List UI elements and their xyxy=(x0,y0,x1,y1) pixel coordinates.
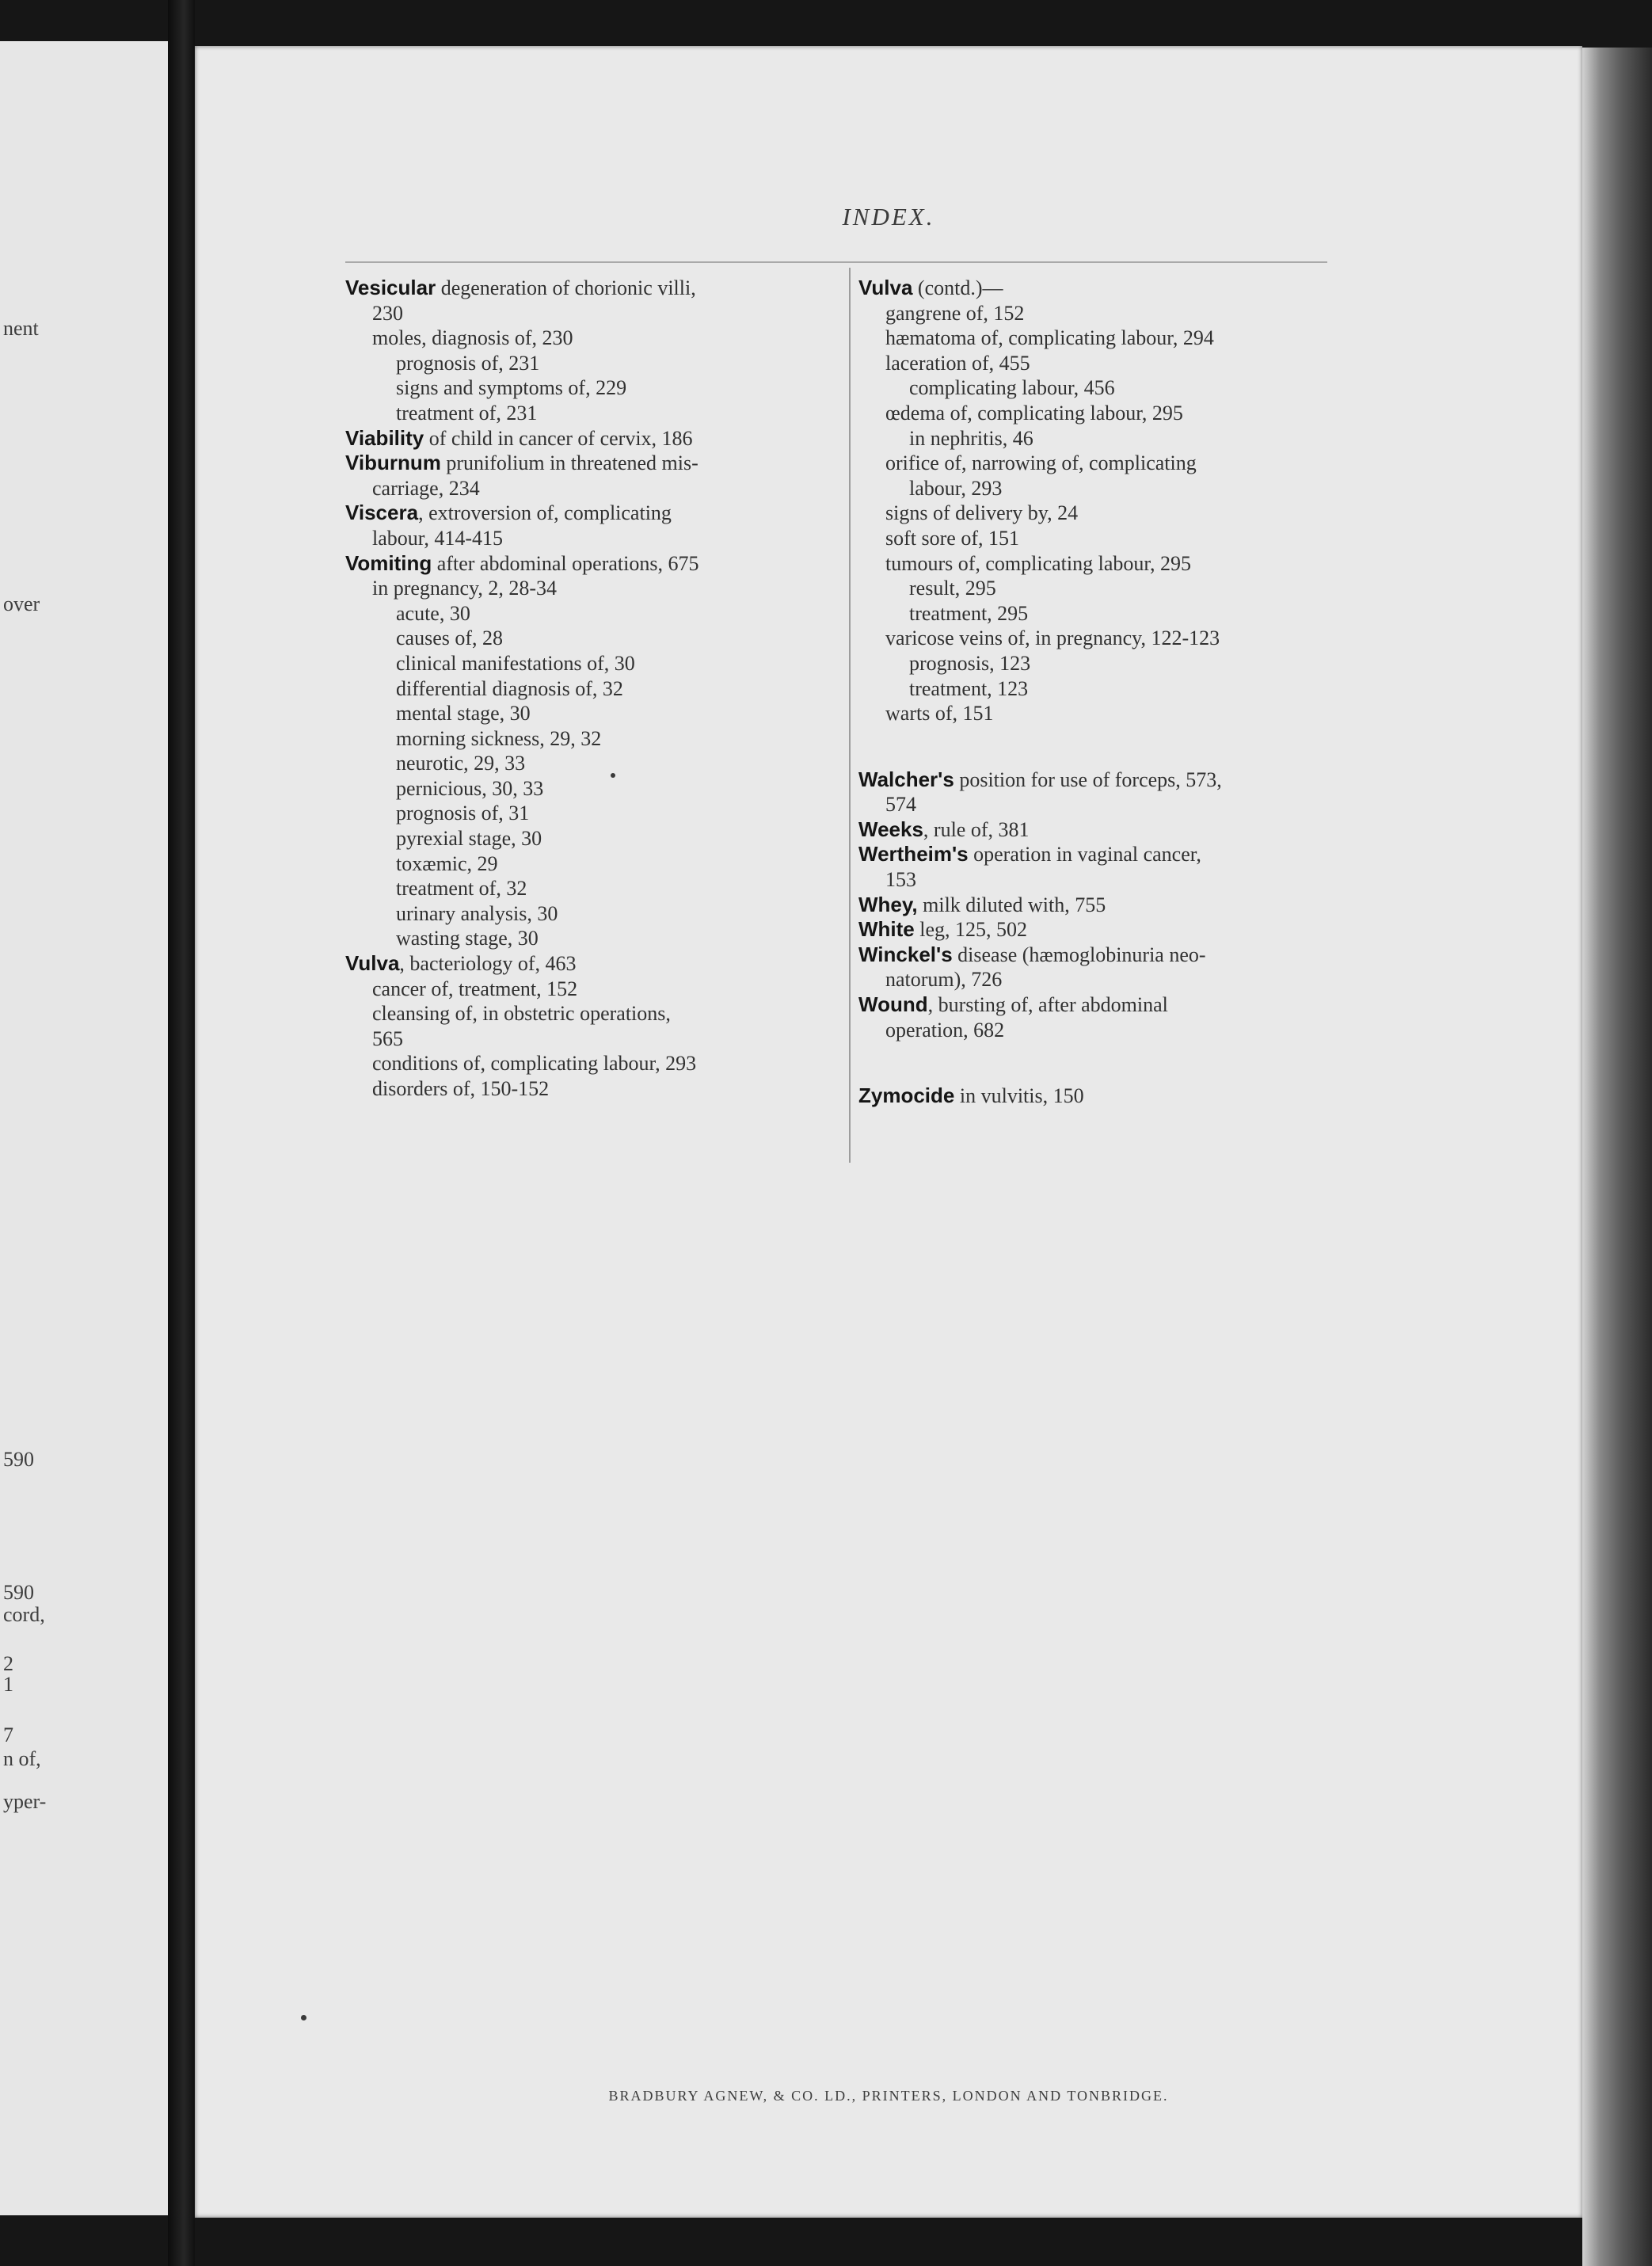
index-subentry xyxy=(345,751,844,776)
previous-page-text: n of, xyxy=(3,1747,41,1770)
index-subentry xyxy=(345,651,844,676)
entry-text: toxæmic, 29 xyxy=(396,851,498,875)
entry-text: (contd.)— xyxy=(912,276,1003,299)
index-entry xyxy=(858,992,1342,1018)
entry-headword: Vulva xyxy=(345,951,400,976)
page-edge xyxy=(1582,48,1652,2266)
entry-headword: Wound xyxy=(858,992,928,1017)
index-subentry xyxy=(345,576,844,601)
previous-page-text: over xyxy=(3,592,40,615)
index-page xyxy=(195,46,1582,2218)
entry-text: neurotic, 29, 33 xyxy=(396,752,526,775)
index-subentry xyxy=(345,476,844,501)
entry-text: gangrene of, 152 xyxy=(885,301,1025,325)
index-subentry xyxy=(345,626,844,651)
index-subentry xyxy=(858,526,1342,551)
index-subentry xyxy=(858,301,1342,326)
index-subentry xyxy=(858,426,1342,451)
entry-text: natorum), 726 xyxy=(885,968,1003,992)
index-subentry xyxy=(345,375,844,401)
entry-text: cleansing of, in obstetric operations, xyxy=(372,1002,671,1026)
entry-spacer xyxy=(858,1042,1342,1083)
index-subentry xyxy=(858,326,1342,351)
entry-text: , extroversion of, complicating xyxy=(418,501,672,525)
index-column-right xyxy=(858,276,1342,1109)
index-subentry xyxy=(345,826,844,851)
entry-text: acute, 30 xyxy=(396,601,470,625)
entry-text: signs of delivery by, 24 xyxy=(885,501,1079,525)
index-entry xyxy=(858,1083,1342,1109)
index-subentry xyxy=(345,926,844,951)
index-subentry xyxy=(345,351,844,376)
index-subentry xyxy=(345,301,844,326)
entry-text: 153 xyxy=(885,868,916,892)
entry-headword: Winckel's xyxy=(858,942,953,966)
entry-text: disorders of, 150-152 xyxy=(372,1077,550,1100)
entry-text: warts of, 151 xyxy=(885,702,994,726)
entry-text: 565 xyxy=(372,1026,403,1050)
previous-page-text: 7 xyxy=(3,1723,13,1746)
entry-text: varicose veins of, in pregnancy, 122-123 xyxy=(885,626,1220,650)
index-subentry xyxy=(858,626,1342,651)
entry-text: pernicious, 30, 33 xyxy=(396,776,544,800)
entry-text: treatment of, 32 xyxy=(396,877,527,901)
entry-text: cancer of, treatment, 152 xyxy=(372,977,578,1000)
entry-text: , bacteriology of, 463 xyxy=(399,952,577,976)
entry-text: moles, diagnosis of, 230 xyxy=(372,326,573,350)
entry-text: tumours of, complicating labour, 295 xyxy=(885,551,1192,575)
index-entry xyxy=(858,943,1342,968)
entry-text: after abdominal operations, 675 xyxy=(432,551,699,575)
entry-headword: White xyxy=(858,917,915,942)
entry-text: in nephritis, 46 xyxy=(909,426,1033,450)
index-subentry xyxy=(858,1018,1342,1043)
entry-text: leg, 125, 502 xyxy=(914,918,1028,942)
entry-headword: Viburnum xyxy=(345,451,441,475)
index-entry xyxy=(858,767,1342,793)
entry-text: wasting stage, 30 xyxy=(396,927,539,950)
entry-text: carriage, 234 xyxy=(372,476,480,500)
index-subentry xyxy=(858,967,1342,992)
entry-text: differential diagnosis of, 32 xyxy=(396,676,623,700)
index-subentry xyxy=(345,601,844,626)
entry-text: soft sore of, 151 xyxy=(885,526,1019,550)
entry-text: prunifolium in threatened mis- xyxy=(440,451,698,475)
index-entry xyxy=(345,551,844,577)
entry-text: milk diluted with, 755 xyxy=(917,893,1106,916)
entry-text: , bursting of, after abdominal xyxy=(927,993,1168,1017)
index-subentry xyxy=(345,401,844,426)
entry-text: , rule of, 381 xyxy=(923,817,1030,841)
entry-text: mental stage, 30 xyxy=(396,702,531,726)
index-subentry xyxy=(345,851,844,877)
entry-headword: Vulva xyxy=(858,276,913,299)
index-subentry xyxy=(858,792,1342,817)
index-subentry xyxy=(858,676,1342,702)
index-subentry xyxy=(345,676,844,702)
running-head: INDEX. xyxy=(842,203,935,230)
entry-text: treatment, 123 xyxy=(909,676,1029,700)
previous-page-text: 590 xyxy=(3,1581,34,1604)
index-subentry xyxy=(858,601,1342,626)
entry-headword: Vomiting xyxy=(345,550,432,575)
index-subentry xyxy=(858,701,1342,726)
entry-text: position for use of forceps, 573, xyxy=(954,767,1222,791)
entry-spacer xyxy=(858,726,1342,767)
entry-headword: Walcher's xyxy=(858,767,954,791)
ink-speck xyxy=(301,2015,306,2020)
previous-page-text: 590 xyxy=(3,1448,34,1471)
entry-text: prognosis of, 31 xyxy=(396,802,530,825)
index-entry xyxy=(345,276,844,301)
index-subentry xyxy=(858,551,1342,577)
entry-headword: Wertheim's xyxy=(858,842,969,866)
index-subentry xyxy=(858,401,1342,426)
index-subentry xyxy=(345,876,844,901)
entry-text: disease (hæmoglobinuria neo- xyxy=(952,943,1206,966)
index-entry xyxy=(858,842,1342,867)
previous-page-text: cord, xyxy=(3,1603,45,1626)
previous-page-text: yper- xyxy=(3,1790,47,1813)
index-subentry xyxy=(345,326,844,351)
entry-headword: Viability xyxy=(345,425,424,450)
entry-text: treatment of, 231 xyxy=(396,401,538,425)
column-divider xyxy=(849,268,851,1163)
entry-text: prognosis of, 231 xyxy=(396,351,540,375)
previous-page-fragment xyxy=(0,41,168,2215)
entry-text: 574 xyxy=(885,793,916,817)
entry-text: in pregnancy, 2, 28-34 xyxy=(372,577,557,600)
entry-text: complicating labour, 456 xyxy=(909,376,1115,400)
entry-text: signs and symptoms of, 229 xyxy=(396,376,627,400)
entry-text: treatment, 295 xyxy=(909,601,1029,625)
index-entry xyxy=(858,817,1342,843)
entry-text: of child in cancer of cervix, 186 xyxy=(424,426,693,450)
entry-text: degeneration of chorionic villi, xyxy=(436,276,696,299)
index-subentry xyxy=(858,451,1342,476)
entry-headword: Weeks xyxy=(858,817,923,841)
entry-headword: Viscera xyxy=(345,501,419,525)
index-subentry xyxy=(345,1051,844,1076)
index-subentry xyxy=(858,501,1342,526)
entry-text: hæmatoma of, complicating labour, 294 xyxy=(885,326,1214,350)
index-subentry xyxy=(858,576,1342,601)
entry-headword: Vesicular xyxy=(345,276,436,299)
entry-headword: Zymocide xyxy=(858,1083,955,1108)
index-entry xyxy=(345,951,844,977)
entry-text: clinical manifestations of, 30 xyxy=(396,651,635,675)
entry-text: orifice of, narrowing of, complicating xyxy=(885,451,1197,475)
entry-text: urinary analysis, 30 xyxy=(396,901,558,925)
previous-page-text: nent xyxy=(3,317,39,340)
entry-text: conditions of, complicating labour, 293 xyxy=(372,1052,697,1076)
entry-text: pyrexial stage, 30 xyxy=(396,827,542,851)
entry-text: result, 295 xyxy=(909,577,996,600)
entry-text: causes of, 28 xyxy=(396,626,504,650)
entry-text: labour, 293 xyxy=(909,476,1003,500)
index-subentry xyxy=(345,701,844,726)
index-column-left xyxy=(345,276,844,1102)
index-subentry xyxy=(345,726,844,752)
index-subentry xyxy=(345,1001,844,1026)
index-entry xyxy=(345,426,844,451)
entry-text: operation, 682 xyxy=(885,1018,1005,1042)
index-subentry xyxy=(345,1076,844,1102)
entry-text: prognosis, 123 xyxy=(909,651,1031,675)
index-entry xyxy=(345,451,844,476)
printer-imprint: BRADBURY AGNEW, & CO. LD., PRINTERS, LONDON AND TONBRIDGE. xyxy=(608,2088,1169,2104)
previous-page-text: 1 xyxy=(3,1673,13,1696)
previous-page-text: 2 xyxy=(3,1652,13,1675)
book-gutter xyxy=(168,0,195,2266)
index-entry xyxy=(858,276,1342,301)
index-subentry xyxy=(858,867,1342,893)
index-entry xyxy=(858,893,1342,918)
index-subentry xyxy=(345,776,844,802)
header-rule xyxy=(345,261,1327,263)
index-subentry xyxy=(858,476,1342,501)
index-subentry xyxy=(858,375,1342,401)
index-subentry xyxy=(345,526,844,551)
index-subentry xyxy=(858,351,1342,376)
index-subentry xyxy=(345,901,844,927)
entry-text: œdema of, complicating labour, 295 xyxy=(885,401,1183,425)
entry-headword: Whey, xyxy=(858,892,918,916)
index-subentry xyxy=(345,801,844,826)
index-entry xyxy=(858,917,1342,943)
index-subentry xyxy=(858,651,1342,676)
index-subentry xyxy=(345,977,844,1002)
ink-speck xyxy=(611,773,615,778)
index-entry xyxy=(345,501,844,526)
entry-text: labour, 414-415 xyxy=(372,526,504,550)
entry-text: in vulvitis, 150 xyxy=(954,1084,1084,1108)
entry-text: 230 xyxy=(372,301,403,325)
entry-text: laceration of, 455 xyxy=(885,351,1030,375)
entry-text: morning sickness, 29, 32 xyxy=(396,726,602,750)
index-subentry xyxy=(345,1026,844,1052)
entry-text: operation in vaginal cancer, xyxy=(968,843,1201,866)
